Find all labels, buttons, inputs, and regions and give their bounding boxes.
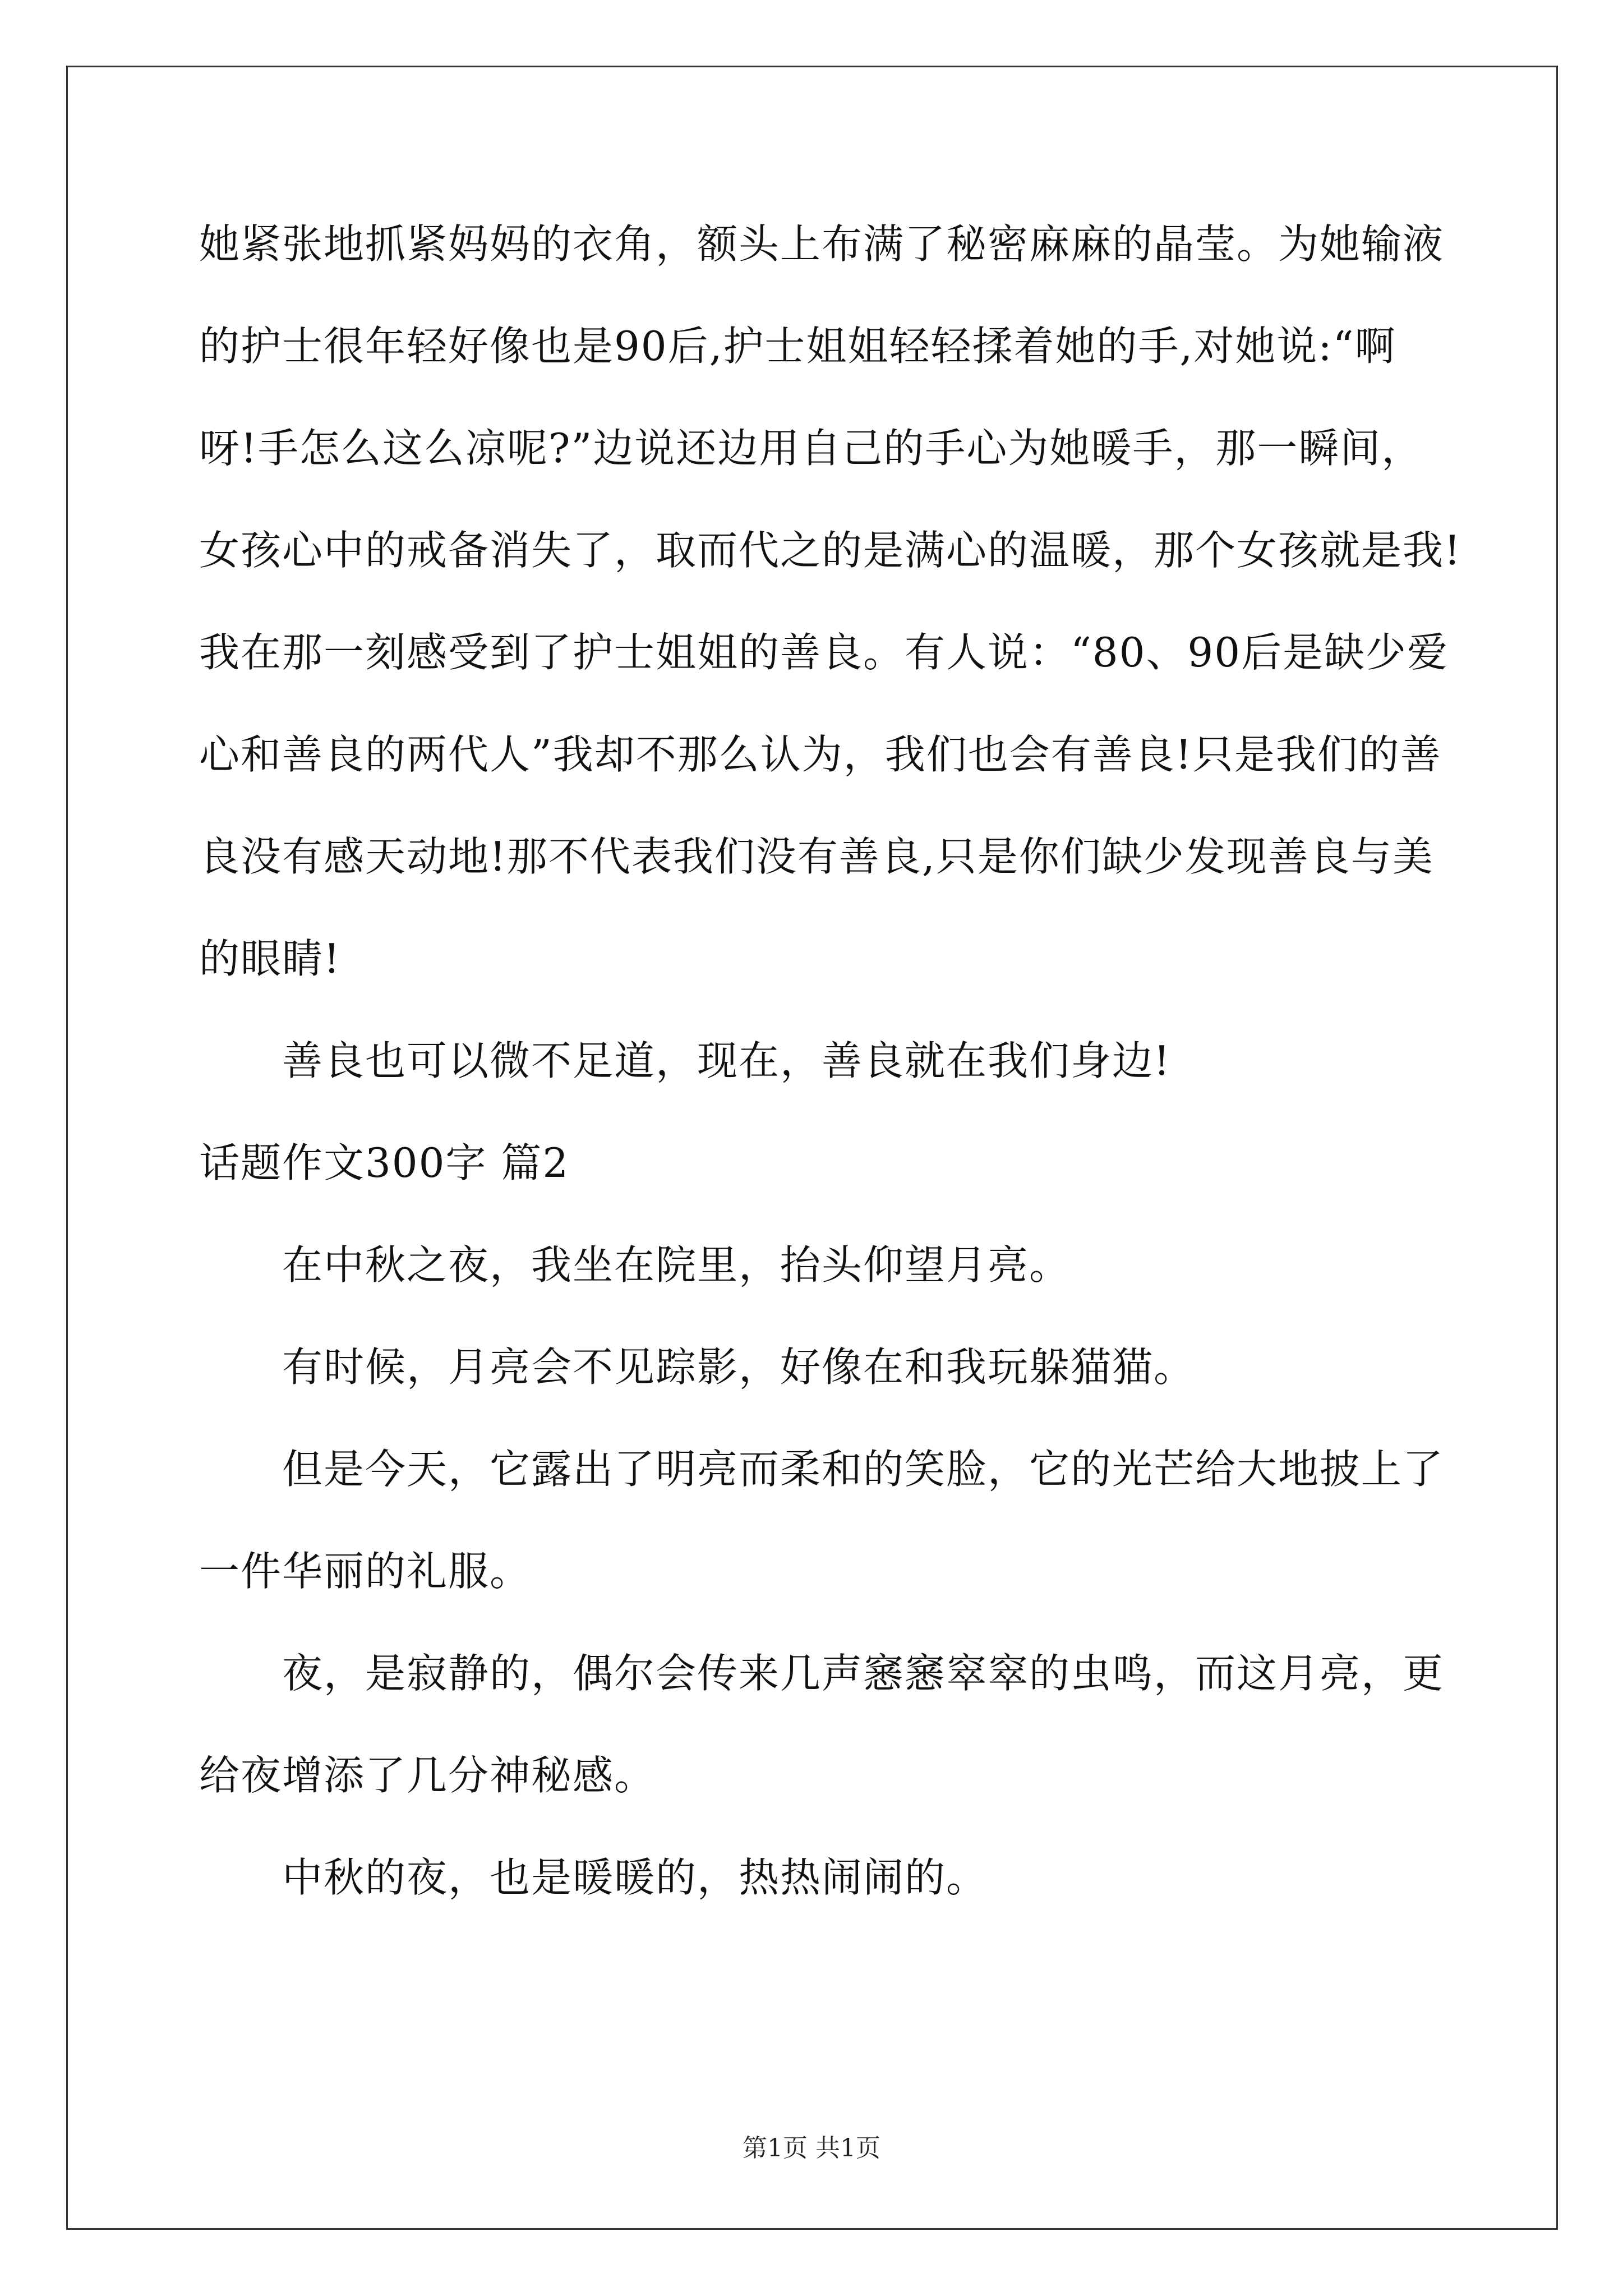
paragraph-line: 夜，是寂静的，偶尔会传来几声窸窸窣窣的虫鸣，而这月亮，更	[282, 1650, 1445, 1697]
paragraph-line: 心和善良的两代人”我却不那么认为，我们也会有善良!只是我们的善	[199, 731, 1442, 778]
page-footer: 第1页 共1页	[743, 2134, 880, 2162]
paragraph-line: 的眼睛!	[199, 935, 341, 982]
paragraph-line: 善良也可以微不足道，现在，善良就在我们身边!	[282, 1037, 1171, 1084]
paragraph-line: 我在那一刻感受到了护士姐姐的善良。有人说：“80、90后是缺少爱	[199, 629, 1449, 676]
paragraph-line: 女孩心中的戒备消失了，取而代之的是满心的温暖，那个女孩就是我!	[199, 527, 1461, 574]
paragraph-line: 给夜增添了几分神秘感。	[199, 1752, 656, 1799]
paragraph-line: 的护士很年轻好像也是90后,护士姐姐轻轻揉着她的手,对她说:“啊	[199, 323, 1396, 370]
paragraph-line: 有时候，月亮会不见踪影，好像在和我玩躲猫猫。	[282, 1343, 1196, 1391]
paragraph-line: 一件华丽的礼服。	[199, 1548, 532, 1595]
paragraph-line: 良没有感天动地!那不代表我们没有善良,只是你们缺少发现善良与美	[199, 833, 1434, 880]
paragraph-line: 呀!手怎么这么凉呢?”边说还边用自己的手心为她暖手，那一瞬间，	[199, 425, 1423, 472]
paragraph-line: 中秋的夜，也是暖暖的，热热闹闹的。	[282, 1854, 988, 1901]
paragraph-line: 她紧张地抓紧妈妈的衣角，额头上布满了秘密麻麻的晶莹。为她输液	[199, 220, 1445, 268]
paragraph-line: 但是今天，它露出了明亮而柔和的笑脸，它的光芒给大地披上了	[282, 1446, 1445, 1493]
section-heading: 话题作文300字 篇2	[199, 1139, 570, 1186]
paragraph-line: 在中秋之夜，我坐在院里，抬头仰望月亮。	[282, 1241, 1071, 1289]
